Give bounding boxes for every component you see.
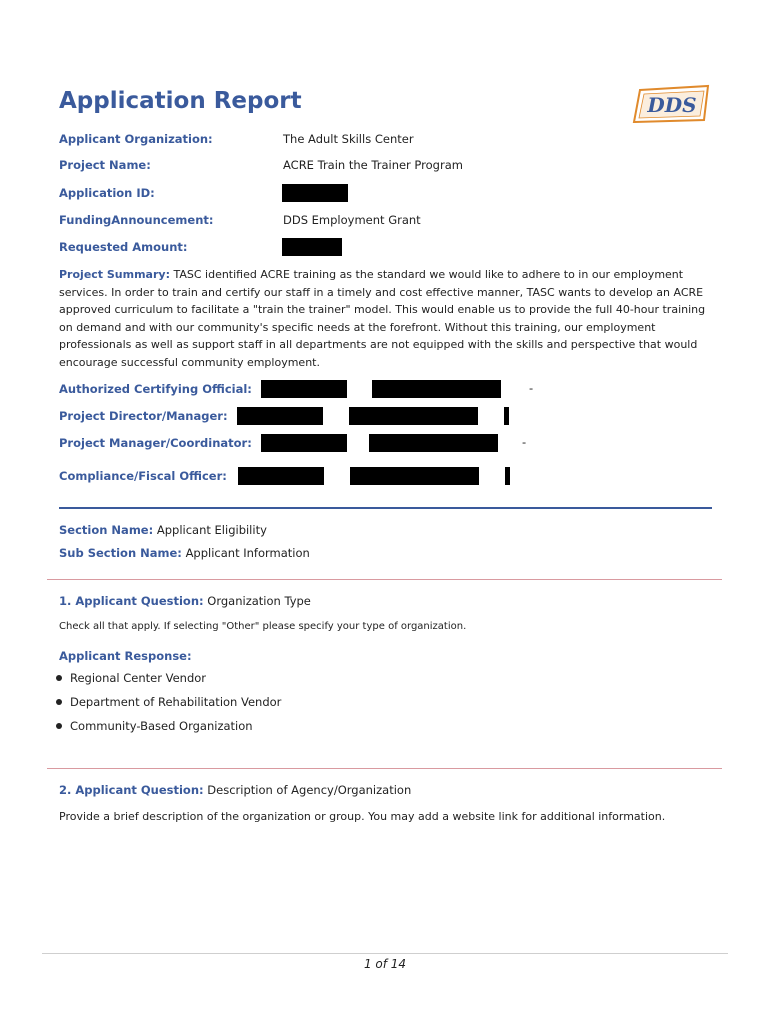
question-divider-2 [47, 768, 722, 769]
question-2-value: Description of Agency/Organization [207, 783, 412, 797]
question-divider-1 [47, 579, 722, 580]
requested-amount-redaction [282, 238, 342, 256]
project-director-extra-redaction [504, 407, 509, 425]
application-id-label: Application ID: [59, 186, 155, 200]
project-name-value: ACRE Train the Trainer Program [283, 158, 463, 172]
question-2 [59, 783, 411, 797]
project-name-label: Project Name: [59, 158, 151, 172]
page-title: Application Report [59, 88, 302, 114]
question-1 [59, 594, 311, 608]
question-1-instruction: Check all that apply. If selecting "Other" please specify your type of organization. [59, 621, 467, 632]
fiscal-officer-first-redaction [238, 467, 324, 485]
fiscal-officer-label: Compliance/Fiscal Officer: [59, 469, 227, 483]
footer-divider [42, 953, 728, 954]
certifying-official-label: Authorized Certifying Official: [59, 382, 252, 396]
funding-announcement-value: DDS Employment Grant [283, 213, 421, 227]
applicant-response-label: Applicant Response: [59, 649, 192, 663]
section-name-value: Applicant Eligibility [156, 523, 267, 537]
response-item [56, 671, 206, 685]
certifying-official-dash: - [529, 381, 534, 395]
project-coordinator-label: Project Manager/Coordinator: [59, 436, 252, 450]
project-summary-label: Project Summary: [59, 268, 170, 281]
response-item [56, 695, 281, 709]
applicant-organization-value: The Adult Skills Center [283, 132, 414, 146]
question-2-instruction: Provide a brief description of the organization or group. You may add a website link for additional information. [59, 810, 666, 823]
page-number: 1 of 14 [363, 957, 407, 971]
section-divider [59, 507, 712, 509]
question-1-label: 1. Applicant Question: [59, 594, 204, 608]
bullet-icon [56, 675, 62, 681]
project-summary [59, 266, 717, 372]
project-director-label: Project Director/Manager: [59, 409, 228, 423]
project-summary-text: TASC identified ACRE training as the standard we would like to adhere to in our employment services. In order to train and certify our staff in a timely and cost effective manner, TASC wants to develop an ACRE approved curriculum to facilitate a "train the trainer" model. This would enable us to provide the full 40-hour training on demand and with our community's specific needs at the forefront. Without this training, our employment professionals as well as support staff in all departments are not equipped with the skills and perspective that would encourage successful community employment. [59, 268, 706, 369]
project-coordinator-dash: - [522, 435, 527, 449]
certifying-official-last-redaction [372, 380, 501, 398]
sub-section-name [59, 546, 310, 560]
application-id-redaction [282, 184, 348, 202]
logo-text: DDS [647, 93, 697, 117]
requested-amount-label: Requested Amount: [59, 240, 188, 254]
response-item-label: Department of Rehabilitation Vendor [70, 695, 282, 709]
funding-announcement-label: FundingAnnouncement: [59, 213, 214, 227]
question-2-label: 2. Applicant Question: [59, 783, 204, 797]
project-director-first-redaction [237, 407, 323, 425]
certifying-official-first-redaction [261, 380, 347, 398]
project-director-last-redaction [349, 407, 478, 425]
response-item-label: Community-Based Organization [70, 719, 253, 733]
bullet-icon [56, 699, 62, 705]
response-item-label: Regional Center Vendor [70, 671, 207, 685]
bullet-icon [56, 723, 62, 729]
question-1-value: Organization Type [207, 594, 311, 608]
fiscal-officer-last-redaction [350, 467, 479, 485]
fiscal-officer-extra-redaction [505, 467, 510, 485]
project-coordinator-last-redaction [369, 434, 498, 452]
project-coordinator-first-redaction [261, 434, 347, 452]
dds-logo [632, 84, 712, 124]
section-name-label: Section Name: [59, 523, 154, 537]
sub-section-name-label: Sub Section Name: [59, 546, 182, 560]
section-name [59, 523, 267, 537]
applicant-organization-label: Applicant Organization: [59, 132, 213, 146]
response-item [56, 719, 253, 733]
sub-section-name-value: Applicant Information [185, 546, 310, 560]
